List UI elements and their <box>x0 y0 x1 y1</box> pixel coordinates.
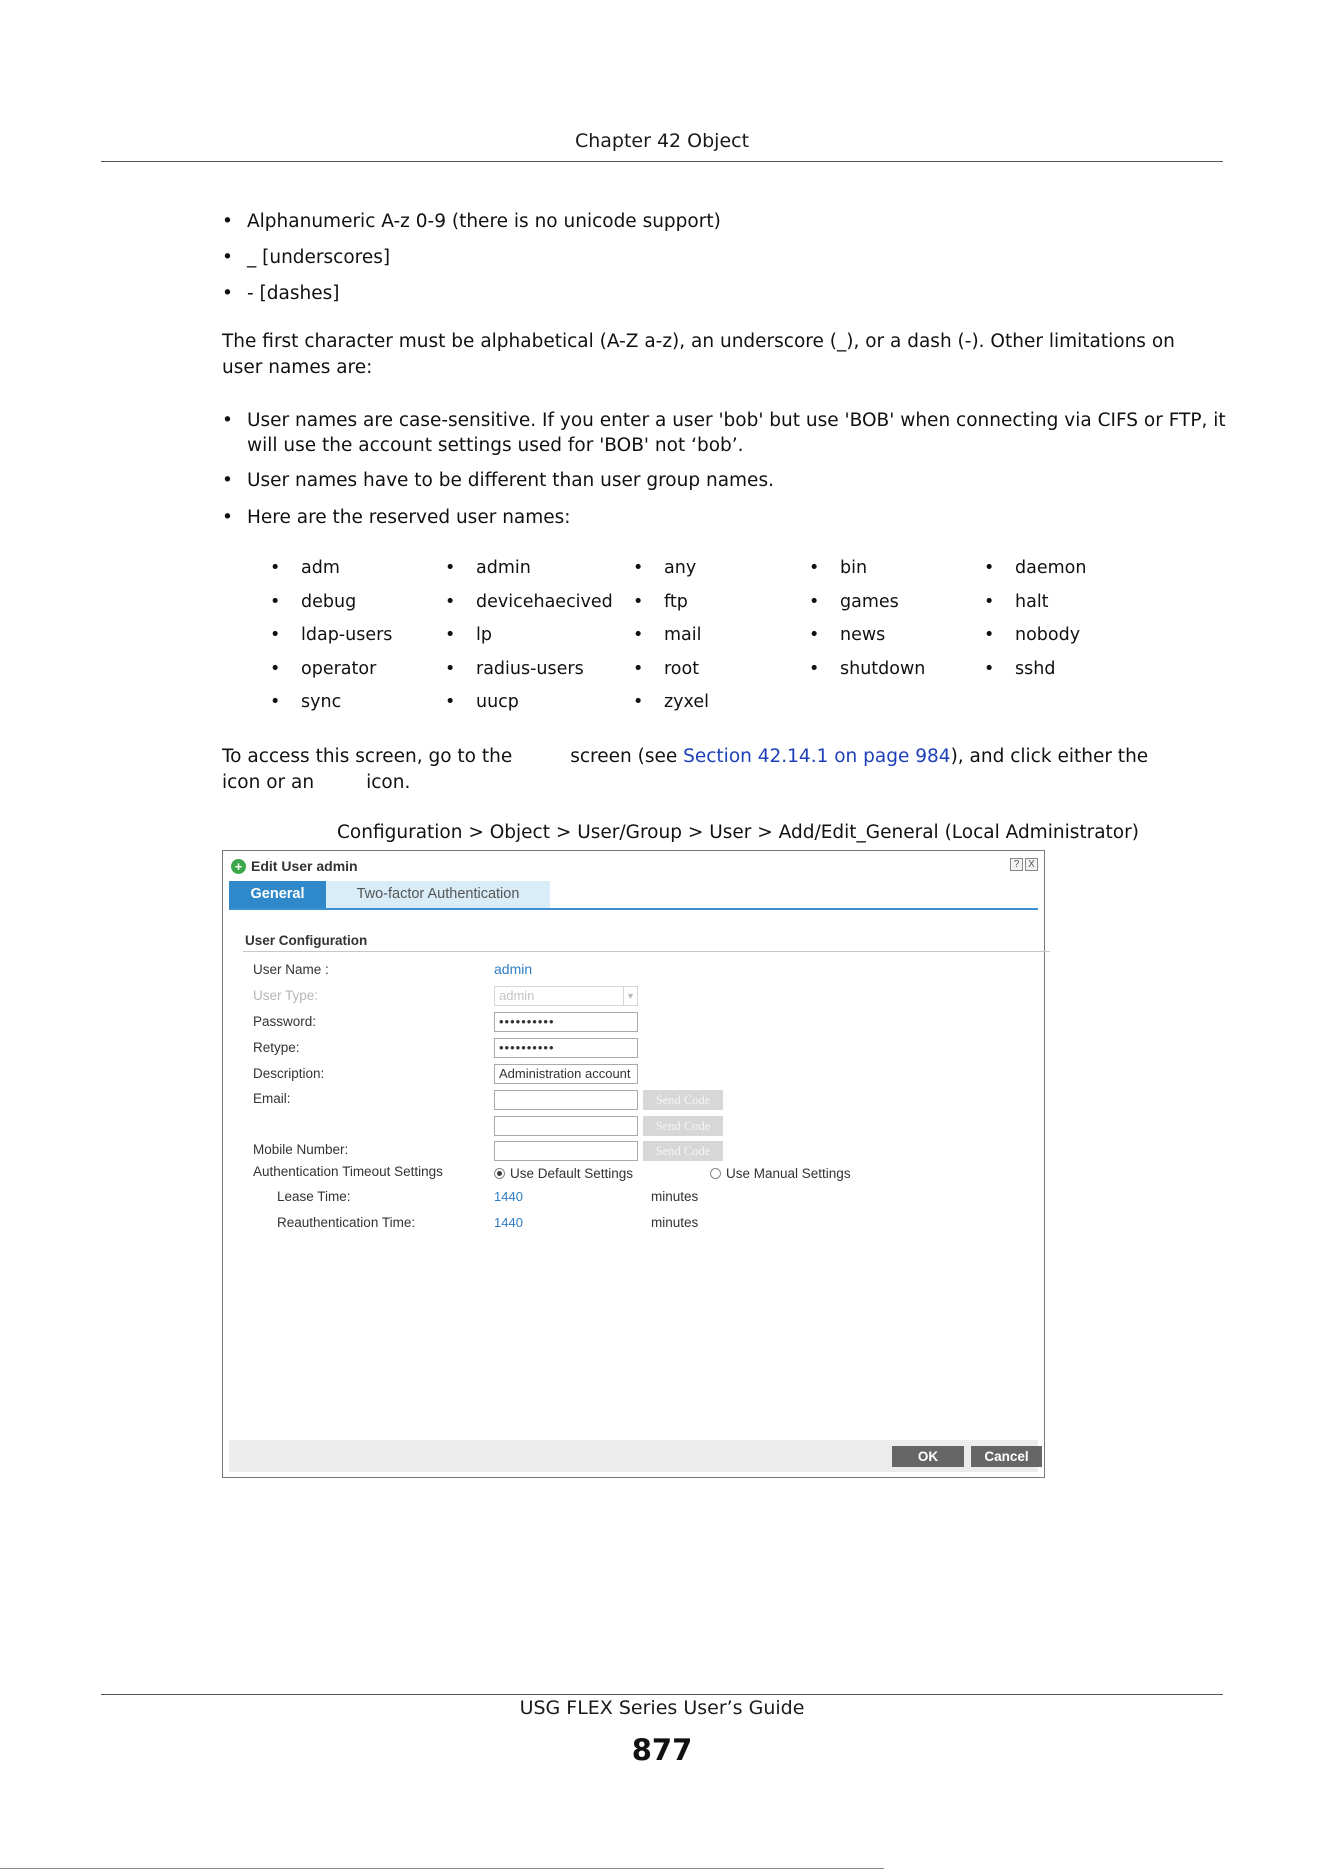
password-input[interactable]: •••••••••• <box>494 1012 638 1032</box>
cancel-button[interactable]: Cancel <box>971 1446 1042 1467</box>
guide-title: USG FLEX Series User’s Guide <box>519 1697 805 1719</box>
access-text: ), and click either the <box>950 746 1149 767</box>
reserved-name: • zyxel <box>631 690 807 714</box>
access-text: icon. <box>366 772 411 793</box>
retype-input[interactable]: •••••••••• <box>494 1038 638 1058</box>
list-item: • Alphanumeric A-z 0-9 (there is no unicode support) <box>222 210 721 234</box>
user-configuration-heading: User Configuration <box>245 933 368 948</box>
reserved-name: • bin <box>807 556 982 580</box>
send-code-button[interactable]: Send Code <box>643 1090 723 1110</box>
reserved-name: • games <box>807 590 982 614</box>
chapter-title: Chapter 42 Object <box>574 130 750 152</box>
figure-caption: Configuration > Object > User/Group > User > Add/Edit_General (Local Administrator) <box>337 822 1139 843</box>
reserved-name: • admin <box>443 556 631 580</box>
send-code-button[interactable]: Send Code <box>643 1141 723 1161</box>
auth-timeout-label: Authentication Timeout Settings <box>253 1164 443 1179</box>
reserved-name: • daemon <box>982 556 1142 580</box>
dialog-footer <box>229 1440 1038 1472</box>
reserved-name: • shutdown <box>807 657 982 681</box>
list-item: • Here are the reserved user names: <box>222 505 1227 530</box>
reserved-name: • ftp <box>631 590 807 614</box>
page-number: 877 <box>631 1733 693 1767</box>
password-label: Password: <box>253 1014 317 1029</box>
reserved-name: • debug <box>268 590 443 614</box>
retype-label: Retype: <box>253 1040 300 1055</box>
user-type-value: admin <box>499 988 535 1003</box>
user-name-label: User Name : <box>253 962 329 977</box>
use-manual-label: Use Manual Settings <box>726 1166 851 1181</box>
email-input-1[interactable] <box>494 1090 638 1110</box>
chevron-down-icon: ▼ <box>623 987 637 1005</box>
reauth-time-value: 1440 <box>494 1215 523 1230</box>
reserved-name: • mail <box>631 623 807 647</box>
reserved-name: • lp <box>443 623 631 647</box>
footer-divider <box>101 1694 1223 1695</box>
access-line-2 <box>222 770 1222 796</box>
tab-two-factor-authentication[interactable]: Two-factor Authentication <box>326 881 550 908</box>
reserved-name: • operator <box>268 657 443 681</box>
reserved-name: • adm <box>268 556 443 580</box>
lease-time-value: 1440 <box>494 1189 523 1204</box>
access-text: icon or an <box>222 772 315 793</box>
use-manual-radio[interactable] <box>710 1168 721 1179</box>
reserved-names-grid <box>268 556 1148 714</box>
use-default-label: Use Default Settings <box>510 1166 634 1181</box>
send-code-button[interactable]: Send Code <box>643 1116 723 1136</box>
access-text: screen (see <box>570 746 678 767</box>
tab-general[interactable]: General <box>229 881 326 908</box>
reserved-name: • radius-users <box>443 657 631 681</box>
list-item: • User names are case-sensitive. If you enter a user 'bob' but use 'BOB' when connecting via CIFS or FTP, it will use the account settings used for 'BOB' not ‘bob’. <box>222 408 1227 458</box>
list-item: • _ [underscores] <box>222 246 721 270</box>
help-icon[interactable]: ? <box>1010 858 1023 871</box>
reserved-name: • sshd <box>982 657 1142 681</box>
add-circle-icon: + <box>231 859 246 874</box>
ok-button[interactable]: OK <box>892 1446 964 1467</box>
reserved-name: • sync <box>268 690 443 714</box>
first-character-paragraph: The first character must be alphabetical (A-Z a-z), an underscore (_), or a dash (-). Other limitations on user names are: <box>222 331 1175 378</box>
header-divider <box>101 161 1223 162</box>
reserved-name: • ldap-users <box>268 623 443 647</box>
description-label: Description: <box>253 1066 325 1081</box>
bottom-divider <box>0 1868 884 1869</box>
user-type-label: User Type: <box>253 988 319 1003</box>
limitations-list <box>222 408 1227 542</box>
reserved-name: • halt <box>982 590 1142 614</box>
user-type-select <box>494 986 638 1006</box>
access-line-1 <box>222 744 1222 770</box>
section-link[interactable]: Section 42.14.1 on page 984 <box>683 746 951 767</box>
list-item: • User names have to be different than user group names. <box>222 468 1227 493</box>
lease-time-label: Lease Time: <box>277 1189 351 1204</box>
access-paragraph <box>222 744 1222 796</box>
reserved-name: • root <box>631 657 807 681</box>
dialog-title: Edit User admin <box>251 858 358 874</box>
reserved-name: • devicehaecived <box>443 590 631 614</box>
mobile-number-label: Mobile Number: <box>253 1142 349 1157</box>
lease-time-unit: minutes <box>651 1189 699 1204</box>
reserved-name: • nobody <box>982 623 1142 647</box>
section-divider <box>243 951 1050 952</box>
reauth-time-unit: minutes <box>651 1215 699 1230</box>
allowed-characters-list <box>222 210 721 318</box>
close-icon[interactable]: X <box>1025 858 1038 871</box>
user-name-value: admin <box>494 961 533 977</box>
mobile-number-input[interactable] <box>494 1141 638 1161</box>
reauth-time-label: Reauthentication Time: <box>277 1215 416 1230</box>
reserved-name: • news <box>807 623 982 647</box>
email-label: Email: <box>253 1091 291 1106</box>
reserved-name: • any <box>631 556 807 580</box>
edit-user-dialog <box>222 850 1045 1478</box>
email-input-2[interactable] <box>494 1116 638 1136</box>
dialog-title-row <box>231 857 358 875</box>
dialog-tabs <box>229 881 1038 910</box>
list-item: • - [dashes] <box>222 282 721 306</box>
access-text: To access this screen, go to the <box>222 746 513 767</box>
reserved-name: • uucp <box>443 690 631 714</box>
description-input[interactable]: Administration account <box>494 1064 638 1084</box>
use-default-radio[interactable] <box>494 1168 505 1179</box>
